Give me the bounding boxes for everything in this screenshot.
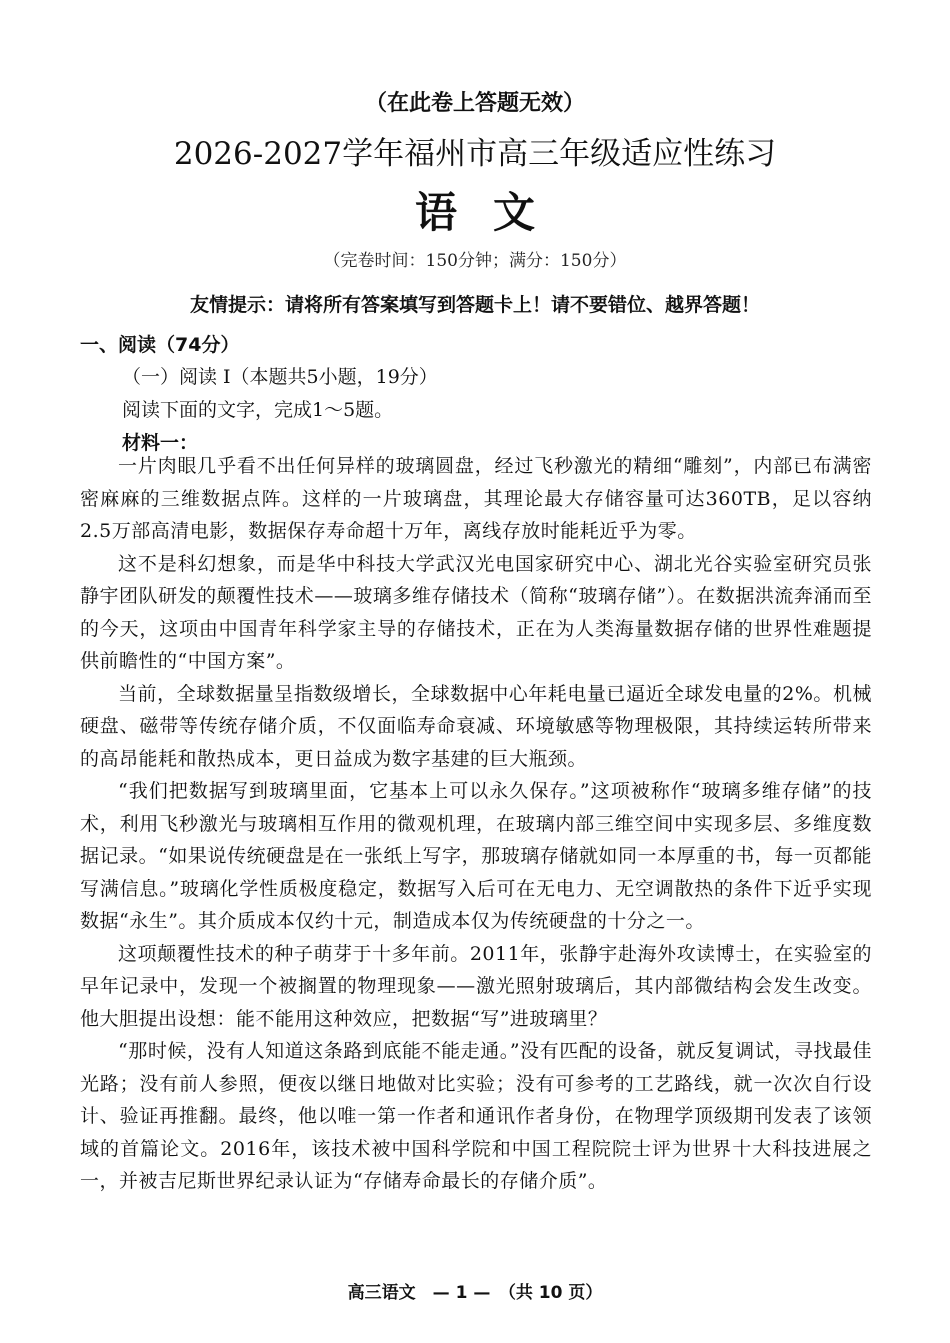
material-label: 材料一： xyxy=(122,432,199,454)
passage-paragraph: “我们把数据写到玻璃里面，它基本上可以永久保存。”这项被称作“玻璃多维存储”的技术，利用飞秒激光与玻璃相互作用的微观机理，在玻璃内部三维空间中实现多层、多维度数据记录。“如果说传统硬盘是在一张纸上写字，那玻璃存储就如同一本厚重的书，每一页都能写满信息。”玻璃化学性质极度稳定，数据写入后可在无电力、无空调散热的条件下近乎实现数据“永生”。其介质成本仅约十元，制造成本仅为传统硬盘的十分之一。 xyxy=(80,780,872,932)
sub-section-heading: （一）阅读 I（本题共5小题，19分） xyxy=(122,366,438,388)
subject-title: 语文 xyxy=(414,188,571,237)
passage-paragraph: 一片肉眼几乎看不出任何异样的玻璃圆盘，经过飞秒激光的精细“雕刻”，内部已布满密密麻麻的三维数据点阵。这样的一片玻璃盘，其理论最大存储容量可达360TB，足以容纳2.5万部高清电影，数据保存寿命超十万年，离线存放时能耗近乎为零。 xyxy=(80,455,872,542)
exam-title: 2026-2027学年福州市高三年级适应性练习 xyxy=(173,136,777,172)
invalid-answer-notice: （在此卷上答题无效） xyxy=(364,91,585,116)
page-footer: 高三语文 — 1 — （共 10 页） xyxy=(347,1283,603,1303)
passage-paragraph: 这项颠覆性技术的种子萌芽于十多年前。2011年，张静宇赴海外攻读博士，在实验室的早年记录中，发现一个被搁置的物理现象——激光照射玻璃后，其内部微结构会发生改变。他大胆提出设想：能不能用这种效应，把数据“写”进玻璃里？ xyxy=(80,942,872,1030)
reading-instruction: 阅读下面的文字，完成1～5题。 xyxy=(122,399,394,421)
passage-paragraph: “那时候，没有人知道这条路到底能不能走通。”没有匹配的设备，就反复调试，寻找最佳光路；没有前人参照，便夜以继日地做对比实验；没有可参考的工艺路线，就一次次自行设计、验证再推翻。最终，他以唯一第一作者和通讯作者身份，在物理学顶级期刊发表了该领域的首篇论文。2016年，该技术被中国科学院和中国工程院院士评为世界十大科技进展之一，并被吉尼斯世界纪录认证为“存储寿命最长的存储介质”。 xyxy=(80,1040,872,1192)
exam-time-info: （完卷时间：150分钟；满分：150分） xyxy=(323,251,627,271)
passage-paragraph: 这不是科幻想象，而是华中科技大学武汉光电国家研究中心、湖北光谷实验室研究员张静宇团队研发的颠覆性技术——玻璃多维存储技术（简称“玻璃存储”）。在数据洪流奔涌而至的今天，这项由中国青年科学家主导的存储技术，正在为人类海量数据存储的世界性难题提供前瞻性的“中国方案”。 xyxy=(80,552,872,672)
friendly-tip: 友情提示：请将所有答案填写到答题卡上！请不要错位、越界答题！ xyxy=(189,294,760,316)
passage-paragraph: 当前，全球数据量呈指数级增长，全球数据中心年耗电量已逼近全球发电量的2%。机械硬盘、磁带等传统存储介质，不仅面临寿命衰减、环境敏感等物理极限，其持续运转所带来的高昂能耗和散热成本，更日益成为数字基建的巨大瓶颈。 xyxy=(80,682,872,770)
reading-passage xyxy=(80,450,872,1198)
section-heading: 一、阅读（74分） xyxy=(80,334,240,356)
